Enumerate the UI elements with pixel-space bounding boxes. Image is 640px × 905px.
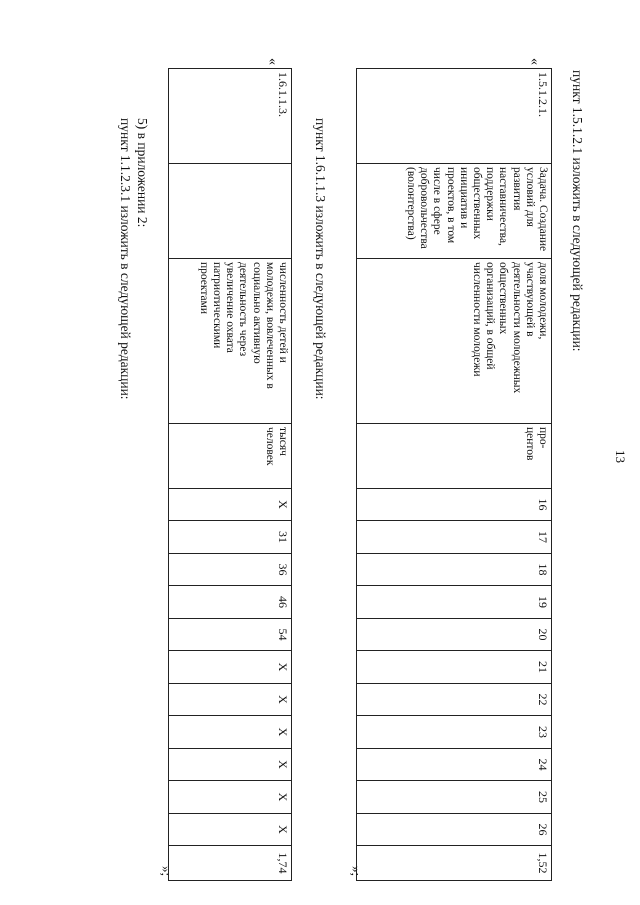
appendix-line: 5) в приложении 2: [135, 118, 150, 228]
indicator-line: численность детей и [277, 262, 289, 363]
indicator-line: доля молодежи, [537, 262, 549, 340]
value-cell: 17 [357, 521, 552, 554]
task-line: общественных [470, 167, 483, 240]
indicator-line: деятельность через [237, 262, 250, 357]
table-row [357, 69, 552, 881]
indicator-cell [357, 259, 552, 424]
task-line: поддержки [484, 167, 497, 221]
value-cell: Х [169, 781, 292, 814]
value-cell: 46 [169, 586, 292, 619]
value-cell: 24 [357, 749, 552, 781]
indicator-line: численности молодежи [470, 262, 483, 377]
value-cell: Х [169, 651, 292, 684]
open-quote-2: « [265, 58, 280, 65]
unit-line: человек [263, 427, 276, 466]
task-line: проектов, в том [444, 167, 457, 244]
close-quote-2: »; [159, 866, 174, 877]
task-line: наставничества, [497, 167, 510, 246]
value-cell: 36 [169, 554, 292, 586]
value-cell: 19 [357, 586, 552, 619]
task-cell [169, 164, 292, 259]
value-cell: 23 [357, 716, 552, 749]
value-cell: 22 [357, 684, 552, 716]
open-quote-1: « [527, 58, 542, 65]
unit-line: центов [523, 427, 536, 461]
indicator-line: проектами [197, 262, 210, 315]
row-code: 1.5.1.2.1. [357, 69, 552, 164]
task-line: числе в сфере [431, 167, 444, 235]
row-code: 1.6.1.1.3. [169, 69, 292, 164]
indicator-line: патриотическими [210, 262, 223, 349]
value-cell: 26 [357, 814, 552, 846]
indicator-line: участвующей в [523, 262, 536, 337]
unit-cell [357, 424, 552, 489]
value-cell: Х [169, 814, 292, 846]
value-cell: 31 [169, 521, 292, 554]
indicator-cell [169, 259, 292, 424]
value-cell: 54 [169, 619, 292, 651]
unit-cell [169, 424, 292, 489]
value-cell: 25 [357, 781, 552, 814]
page-number: 13 [613, 450, 628, 463]
value-cell: 18 [357, 554, 552, 586]
instruction-item-1-6-1-1-3: пункт 1.6.1.1.3 изложить в следующей редакции: [313, 118, 328, 400]
indicator-line: деятельности молодежных [510, 262, 523, 394]
table-row [169, 69, 292, 881]
table-indicator-1-6-1-1-3 [168, 68, 292, 881]
task-cell [357, 164, 552, 259]
task-line: Задача. Создание [537, 167, 549, 252]
table-indicator-1-5-1-2-1 [356, 68, 552, 881]
unit-line: тысяч [277, 427, 289, 456]
value-cell: 1,74 [169, 846, 292, 881]
task-line: добровольчества [418, 167, 431, 249]
value-cell: 20 [357, 619, 552, 651]
close-quote-1: »; [349, 866, 364, 877]
task-line: (волонтерства) [404, 167, 417, 240]
value-cell: Х [169, 684, 292, 716]
value-cell: Х [169, 716, 292, 749]
value-cell: Х [169, 489, 292, 521]
indicator-line: молодежи, вовлеченных в [263, 262, 276, 389]
instruction-item-1-5-1-2-1: пункт 1.5.1.2.1 изложить в следующей редакции: [570, 70, 585, 352]
indicator-line: общественных [497, 262, 510, 335]
task-line: условий для [523, 167, 536, 227]
value-cell: 21 [357, 651, 552, 684]
task-line: развития [510, 167, 523, 211]
value-cell: 16 [357, 489, 552, 521]
value-cell: Х [169, 749, 292, 781]
value-cell: 1,52 [357, 846, 552, 881]
task-line: инициатив и [457, 167, 470, 229]
unit-line: про- [537, 427, 549, 449]
indicator-line: социально активную [250, 262, 263, 364]
indicator-line: организаций, в общей [484, 262, 497, 370]
indicator-line: увеличение охвата [224, 262, 237, 353]
instruction-item-1-1-2-3-1: пункт 1.1.2.3.1 изложить в следующей редакции: [118, 118, 133, 400]
